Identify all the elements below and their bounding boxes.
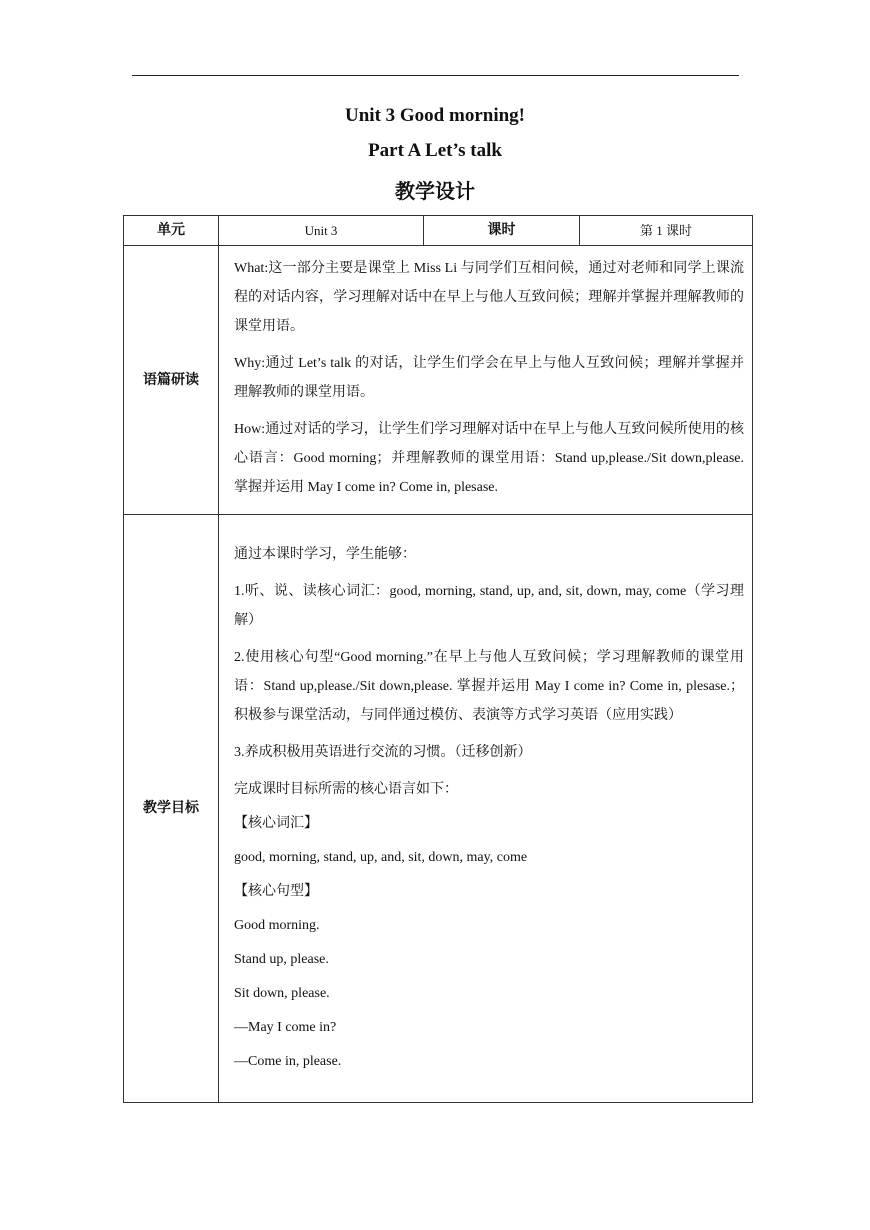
objective-3: 3.养成积极用英语进行交流的习惯。（迁移创新） (234, 745, 532, 760)
core-sentence: —Come in, please. (234, 1054, 342, 1069)
objectives-intro: 通过本课时学习，学生能够： (234, 547, 416, 562)
core-sentence: —May I come in? (234, 1020, 337, 1035)
core-language-intro: 完成课时目标所需的核心语言如下： (234, 782, 458, 797)
header-rule (132, 75, 739, 76)
vocab-list: good, morning, stand, up, and, sit, down, may, come (234, 850, 528, 865)
objectives-content (219, 515, 753, 1103)
sentence-heading: 【核心句型】 (234, 884, 318, 899)
unit-label: 单元 (124, 216, 219, 246)
objectives-label: 教学目标 (124, 515, 219, 1103)
analysis-why: Why:通过 Let’s talk 的对话，让学生们学会在早上与他人互致问候；理解并掌握并理解教师的课堂用语。 (234, 356, 744, 400)
table-row-objectives (124, 515, 753, 1103)
analysis-content (219, 246, 753, 515)
objective-1: 1.听、说、读核心词汇：good, morning, stand, up, and, sit, down, may, come（学习理解） (234, 584, 744, 628)
table-row-analysis (124, 246, 753, 515)
analysis-label: 语篇研读 (124, 246, 219, 515)
core-sentence: Sit down, please. (234, 986, 330, 1001)
document-subtitle: Part A Let’s talk (368, 140, 502, 161)
vocab-heading: 【核心词汇】 (234, 816, 318, 831)
analysis-how: How:通过对话的学习，让学生们学习理解对话中在早上与他人互致问候所使用的核心语言：Good morning；并理解教师的课堂用语：Stand up,please./Sit down,please. 掌握并运用 May I come in? Come in, plesase. (234, 422, 744, 495)
document-title: Unit 3 Good morning! (345, 105, 525, 126)
period-label: 课时 (424, 216, 580, 246)
objective-2: 2.使用核心句型“Good morning.”在早上与他人互致问候；学习理解教师的课堂用语：Stand up,please./Sit down,please. 掌握并运用 May I come in? Come in, plesase.；积极参与课堂活动，与同伴通过模仿、表演等方式学习英语（应用实践） (234, 650, 744, 723)
period-value: 第 1 课时 (580, 216, 753, 246)
core-sentence: Stand up, please. (234, 952, 329, 967)
unit-value: Unit 3 (219, 216, 424, 246)
lesson-plan-table (123, 215, 753, 1103)
core-sentence: Good morning. (234, 918, 320, 933)
analysis-what: What:这一部分主要是课堂上 Miss Li 与同学们互相问候，通过对老师和同学上课流程的对话内容，学习理解对话中在早上与他人互致问候；理解并掌握并理解教师的课堂用语。 (234, 261, 744, 334)
document-heading: 教学设计 (395, 181, 475, 203)
table-row-unit (124, 216, 753, 246)
